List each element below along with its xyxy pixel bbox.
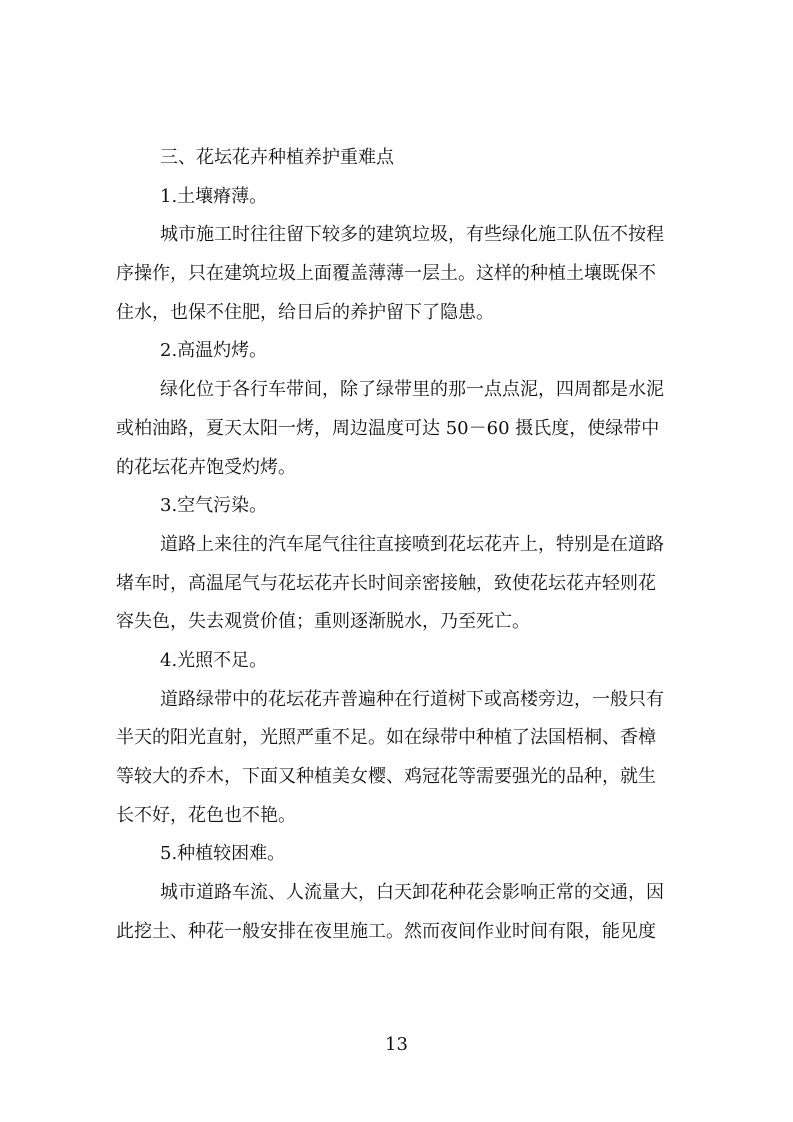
section-heading: 三、花坛花卉种植养护重难点 [160, 147, 394, 168]
paragraph-line: 长不好，花色也不艳。 [116, 804, 296, 826]
paragraph-line: 等较大的乔木，下面又种植美女樱、鸡冠花等需要强光的品种，就生 [116, 766, 656, 787]
paragraph-line: 半天的阳光直射，光照严重不足。如在绿带中种植了法国梧桐、香樟 [116, 727, 656, 749]
paragraph-line: 容失色，失去观赏价值；重则逐渐脱水，乃至死亡。 [116, 611, 530, 633]
paragraph-line: 城市道路车流、人流量大，白天卸花种花会影响正常的交通，因 [160, 882, 664, 904]
document-body [116, 139, 684, 951]
paragraph-line: 道路上来往的汽车尾气往往直接喷到花坛花卉上，特别是在道路 [160, 533, 664, 555]
subheading-soil: 1.土壤瘠薄。 [160, 185, 268, 207]
paragraph-line: 或柏油路，夏天太阳一烤，周边温度可达 50－60 摄氏度，使绿带中 [116, 417, 660, 439]
paragraph-line: 此挖土、种花一般安排在夜里施工。然而夜间作业时间有限，能见度 [116, 920, 656, 942]
paragraph-line: 绿化位于各行车带间，除了绿带里的那一点点泥，四周都是水泥 [160, 379, 664, 401]
paragraph-line: 道路绿带中的花坛花卉普遍种在行道树下或高楼旁边，一般只有 [160, 688, 664, 710]
subheading-air-pollution: 3.空气污染。 [160, 495, 268, 517]
subheading-planting: 5.种植较困难。 [160, 843, 286, 865]
paragraph-line: 序操作，只在建筑垃圾上面覆盖薄薄一层土。这样的种植土壤既保不 [116, 263, 656, 285]
subheading-light: 4.光照不足。 [160, 649, 268, 671]
page-number: 13 [385, 1034, 408, 1055]
paragraph-line: 城市施工时往往留下较多的建筑垃圾，有些绿化施工队伍不按程 [160, 224, 664, 246]
paragraph-line: 的花坛花卉饱受灼烤。 [116, 456, 296, 478]
paragraph-line: 住水，也保不住肥，给日后的养护留下了隐患。 [116, 301, 494, 323]
subheading-heat: 2.高温灼烤。 [160, 340, 268, 362]
paragraph-line: 堵车时，高温尾气与花坛花卉长时间亲密接触，致使花坛花卉轻则花 [116, 572, 656, 594]
